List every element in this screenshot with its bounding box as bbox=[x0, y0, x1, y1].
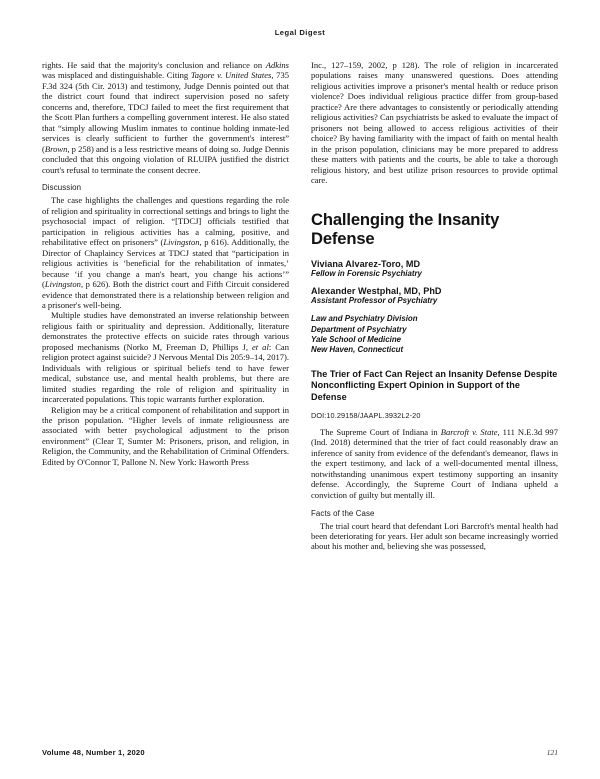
paragraph: Multiple studies have demonstrated an inverse relationship between religious faith or spirituality and depression. Additionally, literature demonstrates the protective effects on suicide rates through various proposed mechanisms (Norko M, Freeman D, Phillips J, et al: Can religion protect against suicide? J Nervous Mental Dis 205:9–14, 2017). Individuals with religious or spiritual beliefs tend to have fewer medical, substance use, and mental health problems, but there are limited studies regarding the role of religion and spirituality in incarcerated populations. This topic warrants further exploration. bbox=[42, 310, 289, 405]
two-column-layout bbox=[42, 60, 558, 736]
paragraph: The trial court heard that defendant Lori Barcroft's mental health had been deteriorating for years. Her adult son became increasingly worried about his mother and, believing she was possessed, bbox=[311, 520, 558, 552]
author-name: Alexander Westphal, MD, PhD bbox=[311, 286, 442, 297]
page-footer bbox=[42, 748, 558, 757]
paragraph: Religion may be a critical component of rehabilitation and support in the prison population. “Higher levels of inmate religiousness are associated with better psychological adjustment to the prison environment” (Clear T, Sumter M: Prisoners, prison, and religion, in Religion, the Community, and the Rehabilitation of Criminal Offenders. Edited by O'Connor T, Pallone N. New York: Haworth Press bbox=[42, 404, 289, 467]
section-heading-facts: Facts of the Case bbox=[311, 508, 375, 518]
affiliation-line: New Haven, Connecticut bbox=[311, 345, 404, 355]
doi-line: DOI:10.29158/JAAPL.3932L2-20 bbox=[311, 410, 421, 420]
affiliation-line: Yale School of Medicine bbox=[311, 334, 402, 344]
paragraph: The case highlights the challenges and questions regarding the role of religion and spirituality in correctional settings and brings to light the psychosocial impact of religion. “[TDCJ] officials testified that participation in religious activities has a calming, positive, and rehabilitative effect on prisoners” (Livingston, p 616). Additionally, the Director of Chaplaincy Services at TDCJ stated that “participation in religious activities is ‘beneficial for the rehabilitation of inmates,’ because ‘if you change a man's heart, you change his actions’” (Livingston, p 626). Both the district court and Fifth Circuit considered evidence that demonstrated there is a relationship between religion and a prisoner's well-being. bbox=[42, 195, 289, 311]
paragraph-continued: Inc., 127–159, 2002, p 128). The role of religion in incarcerated populations raises many unanswered questions. Does attending religious activities improve a prisoner's mental health or reduce prison violence? Does individual religious practice differ from group-based practice? Are there advantages to consistently or periodically attending religious activities? Can psychiatrists be asked to evaluate the impact of prisoners not being allowed to access religious activities of their choice? By having familiarity with the impact of faith on mental health in the prison population, clinicians may be more prepared to address these matters with patients and the courts, be able to take a thorough religious history, and best utilize prison resources to provide optimal care. bbox=[311, 60, 558, 185]
article-title: Challenging the Insanity Defense bbox=[311, 210, 500, 249]
author-entry bbox=[311, 286, 558, 305]
affiliation-line: Law and Psychiatry Division bbox=[311, 314, 418, 324]
right-column bbox=[311, 60, 558, 736]
section-heading-discussion: Discussion bbox=[42, 183, 82, 193]
author-role: Fellow in Forensic Psychiatry bbox=[311, 269, 422, 279]
page-number: 121 bbox=[546, 748, 558, 757]
affiliation-line: Department of Psychiatry bbox=[311, 324, 407, 334]
running-head: Legal Digest bbox=[274, 28, 326, 37]
volume-info: Volume 48, Number 1, 2020 bbox=[42, 748, 145, 757]
affiliation-block bbox=[311, 314, 558, 355]
author-role: Assistant Professor of Psychiatry bbox=[311, 296, 438, 306]
paragraph-continued: rights. He said that the majority's conclusion and reliance on Adkins was misplaced and distinguishable. Citing Tagore v. United States, 735 F.3d 324 (5th Cir. 2013) and testimony, Judge Dennis pointed out that the district court found that indirect supervision posed no safety concerns and, therefore, TDCJ failed to meet the first requirement that the Scott Plan furthers a compelling government interest. He also stated that “simply allowing Muslim inmates to continue holding inmate-led services is clearly sufficient to further the government's interest” (Brown, p 258) and is a less restrictive means of doing so. Judge Dennis concluded that this ongoing violation of RLUIPA justified the district court's refusal to terminate the consent decree. bbox=[42, 60, 290, 175]
author-entry bbox=[311, 259, 558, 278]
paragraph: The Supreme Court of Indiana in Barcroft v. State, 111 N.E.3d 997 (Ind. 2018) determined that the trier of fact could reasonably draw an inference of sanity from evidence of the defendant's demeanor, flaws in the expert testimony, and lack of a well-documented mental illness, notwithstanding unanimous expert testimony supporting an insanity defense. Accordingly, the Supreme Court of Indiana upheld a conviction of guilty but mentally ill. bbox=[311, 426, 558, 500]
author-name: Viviana Alvarez-Toro, MD bbox=[311, 259, 421, 270]
article-subhead: The Trier of Fact Can Reject an Insanity Defense Despite Nonconflicting Expert Opinion in Support of the Defense bbox=[311, 369, 558, 402]
left-column bbox=[42, 60, 289, 736]
